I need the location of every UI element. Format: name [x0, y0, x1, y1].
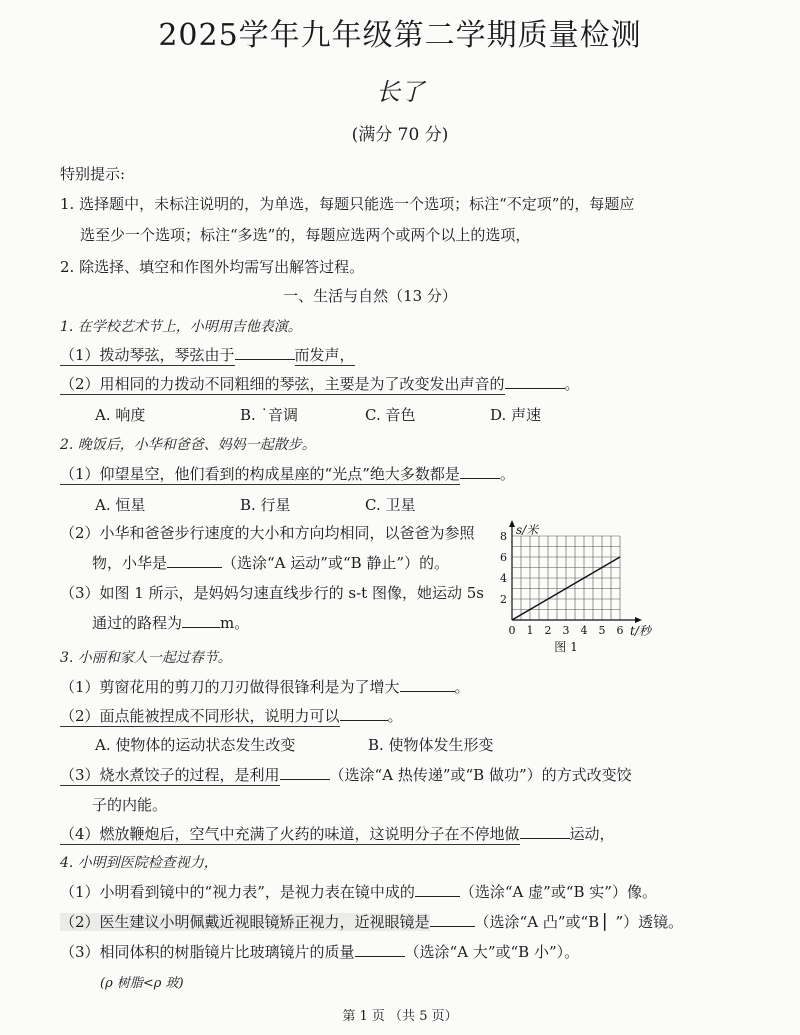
- q4-part-3-tail: （选涂“A 大”或“B 小”）。: [404, 943, 580, 961]
- q4-part-2-tail: （选涂“A 凸”或“B ▏”）透镜。: [474, 913, 684, 931]
- q4-part-3-blank[interactable]: [355, 942, 405, 957]
- q2-part-1-tail: 。: [499, 465, 515, 483]
- y-tick-label: 6: [500, 551, 507, 564]
- x-tick-label: 4: [580, 624, 588, 637]
- subject-handwritten: 长了: [376, 78, 424, 106]
- x-tick-label: 6: [616, 624, 624, 637]
- q3-part-3-blank[interactable]: [280, 765, 330, 780]
- instruction-1-line-2: 选至少一个选项；标注“多选”的，每题应选两个或两个以上的选项，: [80, 226, 531, 244]
- q1-option-b: B. ˙音调: [240, 406, 299, 424]
- full-score: (满分 70 分): [351, 125, 449, 145]
- q2-part-3-line-2: [92, 612, 249, 633]
- q2-part-3-tail: m。: [220, 614, 250, 632]
- section-1-title: 一、生活与自然（13 分）: [283, 287, 457, 305]
- q1-part-2-tail: 。: [564, 375, 580, 393]
- q3-part-2-blank[interactable]: [340, 706, 388, 721]
- q3-part-1: [60, 676, 470, 697]
- instructions-heading: 特别提示:: [60, 165, 126, 183]
- q3-part-2-text: （2）面点能被捏成不同形状，说明力可以: [60, 707, 340, 725]
- q3-part-3-text: （3）烧水煮饺子的过程，是利用: [60, 766, 280, 784]
- exam-title: 2025学年九年级第二学期质量检测: [158, 18, 642, 53]
- x-tick-label: 0: [508, 624, 516, 637]
- q1-part-2-text: （2）用相同的力拨动不同粗细的琴弦，主要是为了改变发出声音的: [60, 375, 505, 393]
- q2-part-3-text: 通过的路程为: [92, 614, 183, 632]
- q1-part-1-text: （1）拨动琴弦，琴弦由于: [60, 346, 235, 364]
- instruction-2: 2. 除选择、填空和作图外均需写出解答过程。: [60, 258, 365, 276]
- y-tick-label: 4: [500, 572, 507, 585]
- question-2-stem: 2. 晚饭后，小华和爸爸、妈妈一起散步。: [60, 437, 316, 453]
- q3-part-1-blank[interactable]: [400, 677, 455, 692]
- q1-part-1: [60, 344, 355, 365]
- q4-part-3-text: （3）相同体积的树脂镜片比玻璃镜片的质量: [60, 943, 355, 961]
- q4-part-2-text: （2）医生建议小明佩戴近视眼镜矫正视力，近视眼镜是: [60, 913, 430, 931]
- q2-part-1-text: （1）仰望星空，他们看到的构成星座的“光点”绝大多数都是: [60, 465, 460, 483]
- q3-part-4-text: （4）燃放鞭炮后，空气中充满了火药的味道，这说明分子在不停地做: [60, 825, 520, 843]
- q3-part-3-line-1: [60, 764, 632, 785]
- instruction-1-line-1: 1. 选择题中，未标注说明的，为单选，每题只能选一个选项；标注“不定项”的，每题应: [60, 195, 635, 213]
- question-3-stem: 3. 小丽和家人一起过春节。: [60, 650, 232, 666]
- y-tick-label: 8: [500, 530, 507, 543]
- q3-part-4-blank[interactable]: [520, 824, 570, 839]
- y-axis-arrow: [509, 520, 515, 527]
- q2-part-2-line-2: [92, 552, 449, 573]
- q2-part-3-blank[interactable]: [182, 613, 220, 628]
- q2-option-c: C. 卫星: [365, 496, 416, 514]
- page-footer: 第 1 页 （共 5 页）: [342, 1009, 458, 1024]
- q4-density-note: (ρ 树脂<ρ 玻): [100, 976, 184, 991]
- q1-part-2-blank[interactable]: [505, 374, 565, 389]
- q1-option-d: D. 声速: [490, 406, 542, 424]
- q3-option-a: A. 使物体的运动状态发生改变: [95, 736, 296, 754]
- q2-part-1-blank[interactable]: [460, 464, 500, 479]
- q1-option-c: C. 音色: [365, 406, 416, 424]
- q1-part-2: [60, 373, 580, 394]
- q4-part-2: [60, 911, 683, 932]
- q3-part-1-text: （1）剪窗花用的剪刀的刀刃做得很锋利是为了增大: [60, 678, 400, 696]
- question-1-stem: 1. 在学校艺术节上，小明用吉他表演。: [60, 319, 302, 335]
- q3-part-3-line-2: 子的内能。: [92, 796, 168, 814]
- x-axis-arrow: [635, 617, 642, 623]
- q4-part-1-blank[interactable]: [415, 882, 460, 897]
- q3-part-2-tail: 。: [387, 707, 403, 725]
- q2-part-2-tail: （选涂“A 运动”或“B 静止”）的。: [222, 554, 450, 572]
- q2-part-2-line-1: （2）小华和爸爸步行速度的大小和方向均相同，以爸爸为参照: [60, 524, 475, 542]
- q3-part-3-tail: （选涂“A 热传递”或“B 做功”）的方式改变饺: [329, 766, 632, 784]
- q3-part-1-tail: 。: [454, 678, 470, 696]
- figure-1-st-chart: [490, 505, 660, 655]
- q4-part-1-tail: （选涂“A 虚”或“B 实”）像。: [459, 883, 657, 901]
- x-axis-label: t/秒: [630, 624, 651, 638]
- q2-option-a: A. 恒星: [95, 496, 146, 514]
- x-tick-label: 5: [598, 624, 606, 637]
- q4-part-2-blank[interactable]: [430, 912, 475, 927]
- y-tick-label: 2: [500, 593, 507, 606]
- q2-part-2-text: 物，小华是: [92, 554, 168, 572]
- q2-option-b: B. 行星: [240, 496, 291, 514]
- q3-option-b: B. 使物体发生形变: [368, 736, 494, 754]
- question-4-stem: 4. 小明到医院检查视力，: [60, 855, 218, 871]
- x-tick-label: 2: [544, 624, 552, 637]
- q4-part-3: [60, 941, 579, 962]
- q2-part-1: [60, 463, 515, 484]
- q2-part-2-blank[interactable]: [167, 553, 222, 568]
- q3-part-4-tail: 运动，: [569, 825, 615, 843]
- q2-part-3-line-1: （3）如图 1 所示，是妈妈匀速直线步行的 s-t 图像，她运动 5s: [60, 584, 484, 602]
- q1-part-1-tail: 而发声，: [294, 346, 355, 364]
- q1-part-1-blank[interactable]: [235, 345, 295, 360]
- x-tick-label: 1: [526, 624, 534, 637]
- figure-caption: 图 1: [554, 640, 578, 654]
- x-tick-label: 3: [562, 624, 570, 637]
- y-axis-label: s/米: [516, 523, 539, 537]
- q3-part-2: [60, 705, 403, 726]
- q1-option-a: A. 响度: [95, 406, 146, 424]
- q3-part-4: [60, 823, 615, 844]
- q4-part-1: [60, 881, 657, 902]
- q4-part-1-text: （1）小明看到镜中的“视力表”，是视力表在镜中成的: [60, 883, 415, 901]
